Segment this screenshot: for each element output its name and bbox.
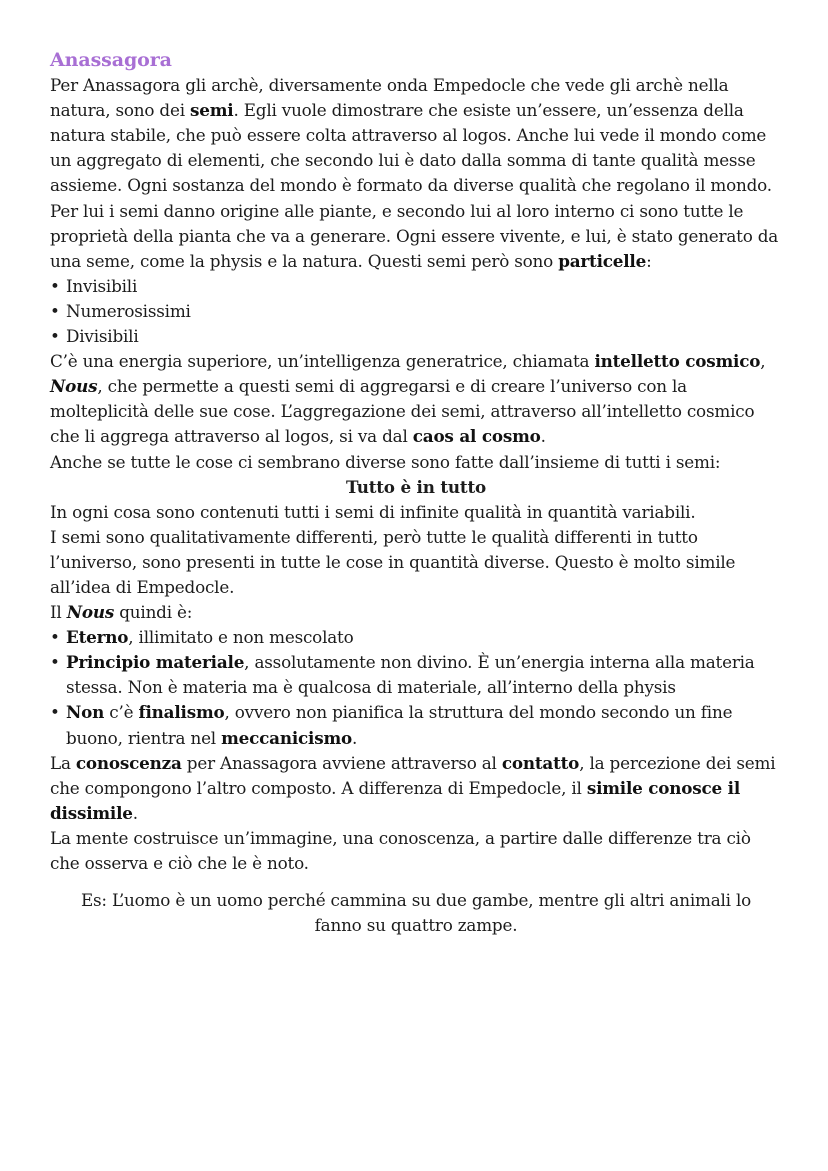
centered-heading: Tutto è in tutto: [345, 476, 487, 497]
paragraph-qualitativamente-differenti: I semi sono qualitativamente differenti, però tutte le qualità differenti in tutto l’universo, sono presenti in tutte le cose in quantità diverse. Questo è molto simile all’idea di Empedocle.: [50, 526, 736, 597]
list-item: • Invisibili: [50, 274, 782, 299]
paragraph-infinite-qualita: In ogni cosa sono contenuti tutti i semi di infinite qualità in quantità variabili.: [50, 501, 696, 522]
list-item: • Eterno, illimitato e non mescolato: [50, 625, 782, 650]
section-title: Anassagora: [50, 49, 172, 71]
paragraph-conoscenza: La conoscenza per Anassagora avviene attraverso al contatto, la percezione dei semi che compongono l’altro composto. A differenza di Empedocle, il simile conosce il dissimile.: [50, 752, 776, 823]
paragraph-archè-semi: Per Anassagora gli archè, diversamente onda Empedocle che vede gli archè nella natura, sono dei semi. Egli vuole dimostrare che esiste un’essere, un’essenza della natura stabile, che può essere colta attraverso al logos. Anche lui vede il mondo come un aggregato di elementi, che secondo lui è dato dalla somma di tante qualità messe assieme. Ogni sostanza del mondo è formato da diverse qualità che regolano il mondo.: [50, 75, 772, 196]
paragraph-mente: La mente costruisce un’immagine, una conoscenza, a partire dalle differenze tra ciò che osserva e ciò che le è noto.: [50, 827, 751, 873]
example-text: Es: L’uomo è un uomo perché cammina su due gambe, mentre gli altri animali lo fanno su quattro zampe.: [80, 890, 752, 936]
list-item: • Numerosissimi: [50, 299, 782, 324]
list-item: • Non c’è finalismo, ovvero non pianifica la struttura del mondo secondo un fine buono, rientra nel meccanicismo.: [50, 700, 782, 750]
paragraph-insieme-semi: Anche se tutte le cose ci sembrano diverse sono fatte dall’insieme di tutti i semi:: [50, 451, 721, 472]
paragraph-semi-piante: Per lui i semi danno origine alle piante, e secondo lui al loro interno ci sono tutte le proprietà della pianta che va a generare. Ogni essere vivente, e lui, è stato generato da una seme, come la physis e la natura. Questi semi però sono particelle:: [50, 200, 779, 271]
nous-properties-list: [50, 625, 782, 750]
paragraph-intelletto-cosmico: C’è una energia superiore, un’intelligenza generatrice, chiamata intelletto cosmico, Nous, che permette a questi semi di aggregarsi e di creare l’universo con la molteplicità delle sue cose. L’aggregazione dei semi, attraverso all’intelletto cosmico che li aggrega attraverso al logos, si va dal caos al cosmo.: [50, 351, 766, 447]
list-item: • Divisibili: [50, 324, 782, 349]
list-item: • Principio materiale, assolutamente non divino. È un’energia interna alla materia stessa. Non è materia ma è qualcosa di materiale, all’interno della physis: [50, 650, 782, 700]
document-page: [50, 48, 782, 938]
paragraph-nous-intro: Il Nous quindi è:: [50, 602, 193, 623]
particelle-list: [50, 274, 782, 349]
